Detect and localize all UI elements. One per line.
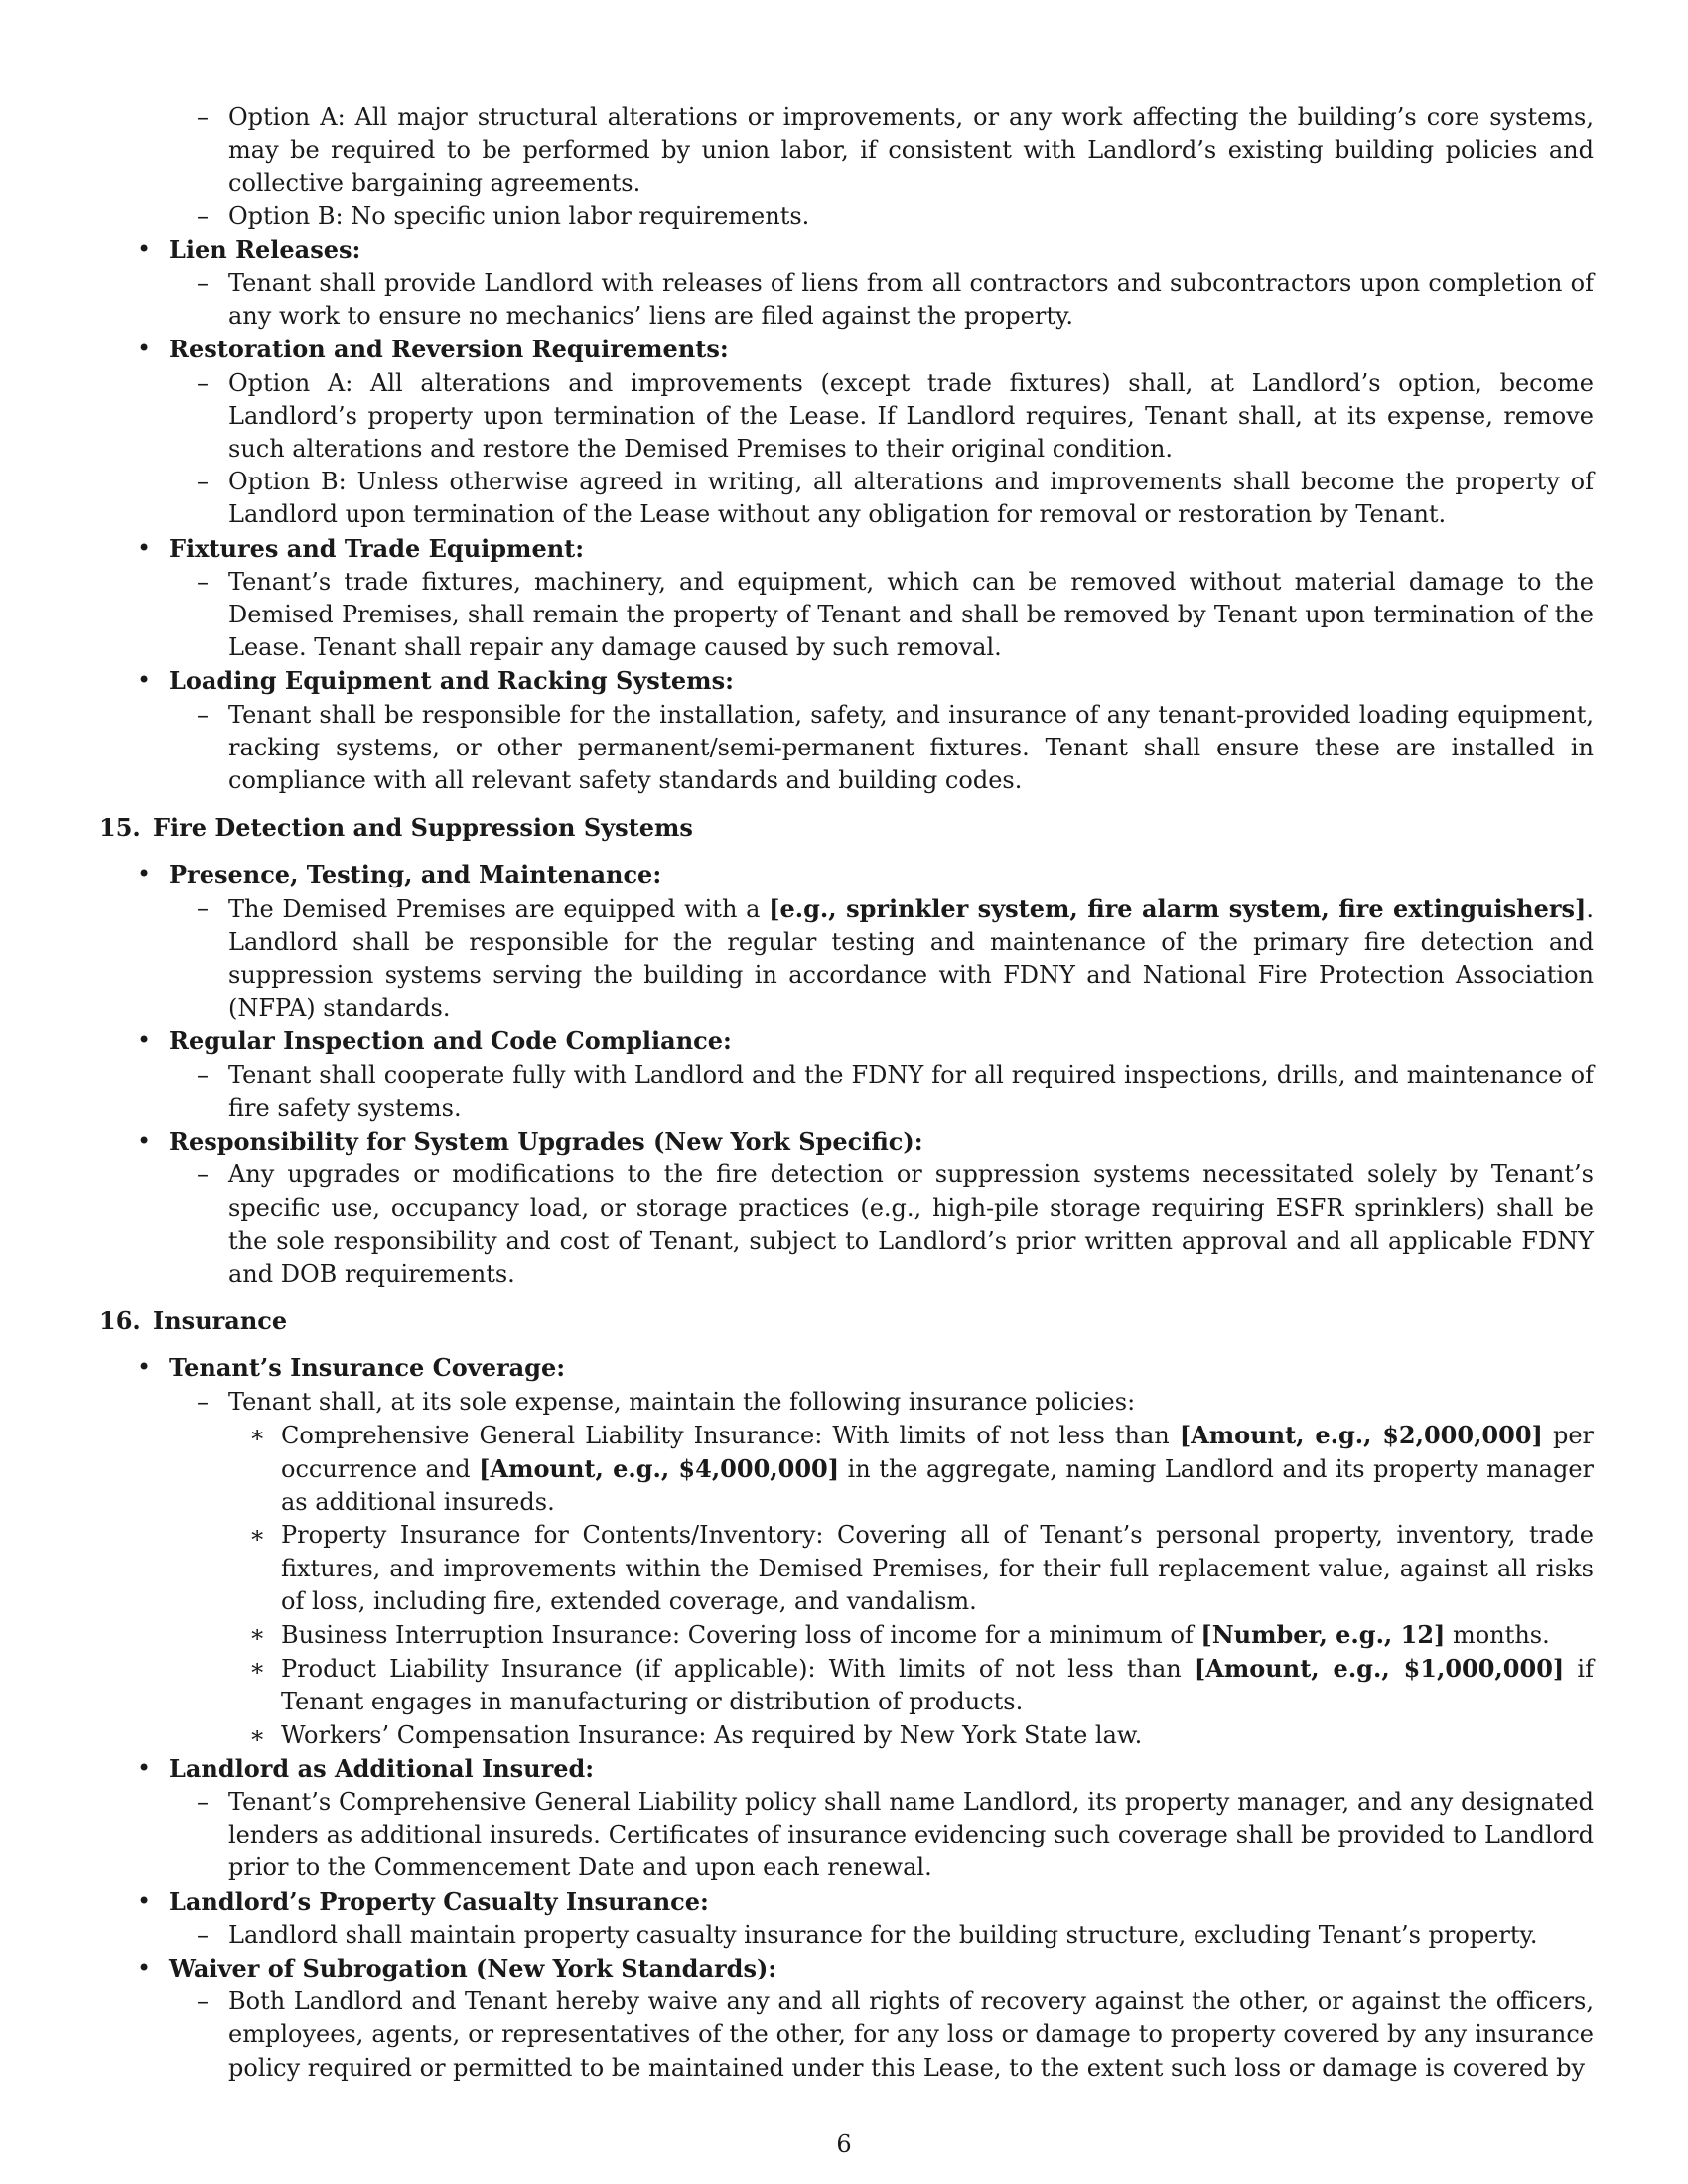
placeholder-bracket: [Amount, e.g., $2,000,000] bbox=[1179, 1420, 1543, 1449]
policy-item-property: ∗ Property Insurance for Contents/Inventory: Covering all of Tenant’s personal property, inventory, trade fixtures, and improvements within the Demised Premises, for their full replacement value, against all risks of loss, including fire, extended coverage, and vandalism. bbox=[249, 1521, 1594, 1615]
item-label: Fixtures and Trade Equipment: bbox=[169, 533, 585, 563]
section-16-list bbox=[99, 1351, 1594, 2084]
list-item-lien-releases bbox=[99, 233, 1594, 334]
asterisk-marker: ∗ bbox=[249, 1521, 266, 1550]
dash-marker: – bbox=[197, 1987, 209, 2016]
item-label: Lien Releases: bbox=[169, 234, 361, 264]
dash-marker: – bbox=[197, 202, 209, 230]
item-label: Loading Equipment and Racking Systems: bbox=[169, 666, 734, 696]
bullet-marker: • bbox=[137, 1026, 152, 1055]
bullet-marker: • bbox=[137, 1353, 152, 1382]
list-item-inspection bbox=[99, 1024, 1594, 1125]
bullet-marker: • bbox=[137, 234, 152, 263]
asterisk-marker: ∗ bbox=[249, 1420, 266, 1448]
sub-item: – Tenant’s trade fixtures, machinery, and equipment, which can be removed without material damage to the Demised Premises, shall remain the property of Tenant and shall be removed by Tenant upon termination of the Lease. Tenant shall repair any damage caused by such removal. bbox=[197, 567, 1594, 662]
bullet-marker: • bbox=[137, 1886, 152, 1915]
dash-marker: – bbox=[197, 1920, 209, 1949]
dash-marker: – bbox=[197, 1060, 209, 1089]
section-number: 16. bbox=[99, 1306, 141, 1336]
policy-item-business-interruption: ∗ Business Interruption Insurance: Covering loss of income for a minimum of [Number, e.g., 12] months. bbox=[99, 1618, 1594, 1652]
policy-item-cgl: ∗ Comprehensive General Liability Insurance: With limits of not less than [Amount, e.g., $2,000,000] per occurrence and [Amount, e.g., $4,000,000] in the aggregate, naming Landlord and its property manager as additional insureds. bbox=[249, 1420, 1594, 1517]
section-title: Fire Detection and Suppression Systems bbox=[153, 813, 693, 843]
item-label: Landlord as Additional Insured: bbox=[169, 1753, 595, 1783]
page-content bbox=[99, 101, 1594, 2085]
bullet-marker: • bbox=[137, 860, 152, 888]
bullet-marker: • bbox=[137, 335, 152, 363]
bullet-marker: • bbox=[137, 1953, 152, 1981]
bullet-marker: • bbox=[137, 666, 152, 695]
placeholder-bracket: [Number, e.g., 12] bbox=[1200, 1619, 1446, 1649]
list-item-waiver bbox=[99, 1952, 1594, 2085]
dash-marker: – bbox=[197, 1787, 209, 1816]
page-number: 6 bbox=[836, 2130, 852, 2158]
section-number: 15. bbox=[99, 813, 141, 843]
bullet-marker: • bbox=[137, 1127, 152, 1156]
sub-item: – Both Landlord and Tenant hereby waive any and all rights of recovery against the other, or against the officers, employees, agents, or representatives of the other, for any loss or damage to property covered by any insurance policy required or permitted to be maintained under this Lease, to the extent such loss or damage is covered by bbox=[197, 1987, 1594, 2082]
item-label: Waiver of Subrogation (New York Standards): bbox=[169, 1953, 777, 1982]
sub-item: – Tenant shall provide Landlord with releases of liens from all contractors and subcontractors upon completion of any work to ensure no mechanics’ liens are filed against the property. bbox=[197, 269, 1594, 331]
asterisk-marker: ∗ bbox=[249, 1654, 266, 1683]
policy-item-workers-comp: ∗ Workers’ Compensation Insurance: As required by New York State law. bbox=[99, 1719, 1594, 1752]
policy-item-product-liability: ∗ Product Liability Insurance (if applicable): With limits of not less than [Amount, e.g., $1,000,000] if Tenant engages in manufacturing or distribution of products. bbox=[249, 1654, 1594, 1716]
section-title: Insurance bbox=[153, 1306, 288, 1336]
dash-marker: – bbox=[197, 1387, 209, 1416]
asterisk-marker: ∗ bbox=[249, 1619, 266, 1648]
sub-item: – Option A: All major structural alterations or improvements, or any work affecting the building’s core systems, may be required to be performed by union labor, if consistent with Landlord’s existing building policies and collective bargaining agreements. bbox=[197, 103, 1594, 198]
item-label: Landlord’s Property Casualty Insurance: bbox=[169, 1886, 709, 1916]
sub-item: – Tenant shall cooperate fully with Landlord and the FDNY for all required inspections, drills, and maintenance of fire safety systems. bbox=[197, 1060, 1594, 1122]
item-label: Restoration and Reversion Requirements: bbox=[169, 335, 729, 364]
sub-item: – Tenant shall, at its sole expense, maintain the following insurance policies: ∗ Comprehensive General Liability Insurance: With limits of not less than [Amount, e.g., $2,000,000] per occurrence and [Amount, e.g., $4,000,000] in the aggregate, naming Landlord and its property manager as additional insureds. ∗ Property Insurance for Contents/Inventory: Covering all of Tenant’s personal property, inventory, trade fixtures, and improvements within the Demised Premises, for their full replacement value, against all risks of loss, including fire, extended coverage, and vandalism. ∗ Business Interruption Insurance: Covering loss of income for a minimum of [Number, e.g., 12] months. ∗ Product Liability Insurance (if applicable): With limits of not less than [Amount, e.g., $1,000,000] if Tenant engages in manufacturing or distribution of products. ∗ Workers’ Compensation Insurance: As required by New York State law. bbox=[99, 1386, 1594, 1752]
list-item-upgrades bbox=[99, 1125, 1594, 1291]
bullet-marker: • bbox=[137, 1753, 152, 1782]
dash-marker: – bbox=[197, 103, 209, 131]
sub-item: – The Demised Premises are equipped with a [e.g., sprinkler system, fire alarm system, fire extinguishers]. Landlord shall be responsible for the regular testing and maintenance of the primary fire detection and suppression systems serving the building in accordance with FDNY and National Fire Protection Association (NFPA) standards. bbox=[197, 893, 1595, 1023]
dash-marker: – bbox=[197, 368, 209, 397]
sub-item: – Option B: Unless otherwise agreed in writing, all alterations and improvements shall become the property of Landlord upon termination of the Lease without any obligation for removal or restoration by Tenant. bbox=[197, 468, 1594, 529]
sub-item: – Landlord shall maintain property casualty insurance for the building structure, excluding Tenant’s property. bbox=[99, 1919, 1594, 1952]
placeholder-bracket: [e.g., sprinkler system, fire alarm system, fire extinguishers] bbox=[769, 893, 1587, 923]
sub-item: – Tenant shall be responsible for the installation, safety, and insurance of any tenant-provided loading equipment, racking systems, or other permanent/semi-permanent fixtures. Tenant shall ensure these are installed in compliance with all relevant safety standards and building codes. bbox=[197, 700, 1594, 795]
dash-marker: – bbox=[197, 893, 209, 922]
section-15-list bbox=[99, 858, 1594, 1291]
sub-item: – Any upgrades or modifications to the fire detection or suppression systems necessitated solely by Tenant’s specific use, occupancy load, or storage practices (e.g., high-pile storage requiring ESFR sprinklers) shall be the sole responsibility and cost of Tenant, subject to Landlord’s prior written approval and all applicable FDNY and DOB requirements. bbox=[197, 1160, 1594, 1288]
sub-item: – Option B: No specific union labor requirements. bbox=[99, 201, 1594, 233]
list-item-presence bbox=[99, 858, 1594, 1024]
placeholder-bracket: [Amount, e.g., $1,000,000] bbox=[1194, 1654, 1565, 1684]
dash-marker: – bbox=[197, 700, 209, 729]
dash-marker: – bbox=[197, 269, 209, 298]
continued-list bbox=[99, 101, 1594, 797]
list-item-fixtures bbox=[99, 532, 1594, 665]
list-item-restoration bbox=[99, 333, 1594, 531]
section-15-heading bbox=[99, 811, 1594, 844]
list-item-casualty bbox=[99, 1885, 1594, 1952]
list-item-union-labor bbox=[99, 101, 1594, 233]
section-16-heading bbox=[99, 1304, 1594, 1337]
asterisk-marker: ∗ bbox=[249, 1720, 266, 1749]
list-item-additional-insured bbox=[99, 1752, 1594, 1885]
item-label: Presence, Testing, and Maintenance: bbox=[169, 860, 662, 889]
item-label: Tenant’s Insurance Coverage: bbox=[169, 1353, 566, 1383]
placeholder-bracket: [Amount, e.g., $4,000,000] bbox=[479, 1453, 840, 1483]
item-label: Regular Inspection and Code Compliance: bbox=[169, 1026, 732, 1056]
sub-item: – Option A: All alterations and improvements (except trade fixtures) shall, at Landlord’s option, become Landlord’s property upon termination of the Lease. If Landlord requires, Tenant shall, at its expense, remove such alterations and restore the Demised Premises to their original condition. bbox=[197, 368, 1594, 464]
dash-marker: – bbox=[197, 1160, 209, 1189]
list-item-loading-equipment bbox=[99, 664, 1594, 797]
bullet-marker: • bbox=[137, 533, 152, 562]
item-label: Responsibility for System Upgrades (New York Specific): bbox=[169, 1127, 923, 1157]
dash-marker: – bbox=[197, 468, 209, 496]
sub-item: – Tenant’s Comprehensive General Liability policy shall name Landlord, its property manager, and any designated lenders as additional insureds. Certificates of insurance evidencing such coverage shall be provided to Landlord prior to the Commencement Date and upon each renewal. bbox=[197, 1787, 1594, 1882]
dash-marker: – bbox=[197, 567, 209, 596]
list-item-tenant-insurance bbox=[99, 1351, 1594, 1751]
